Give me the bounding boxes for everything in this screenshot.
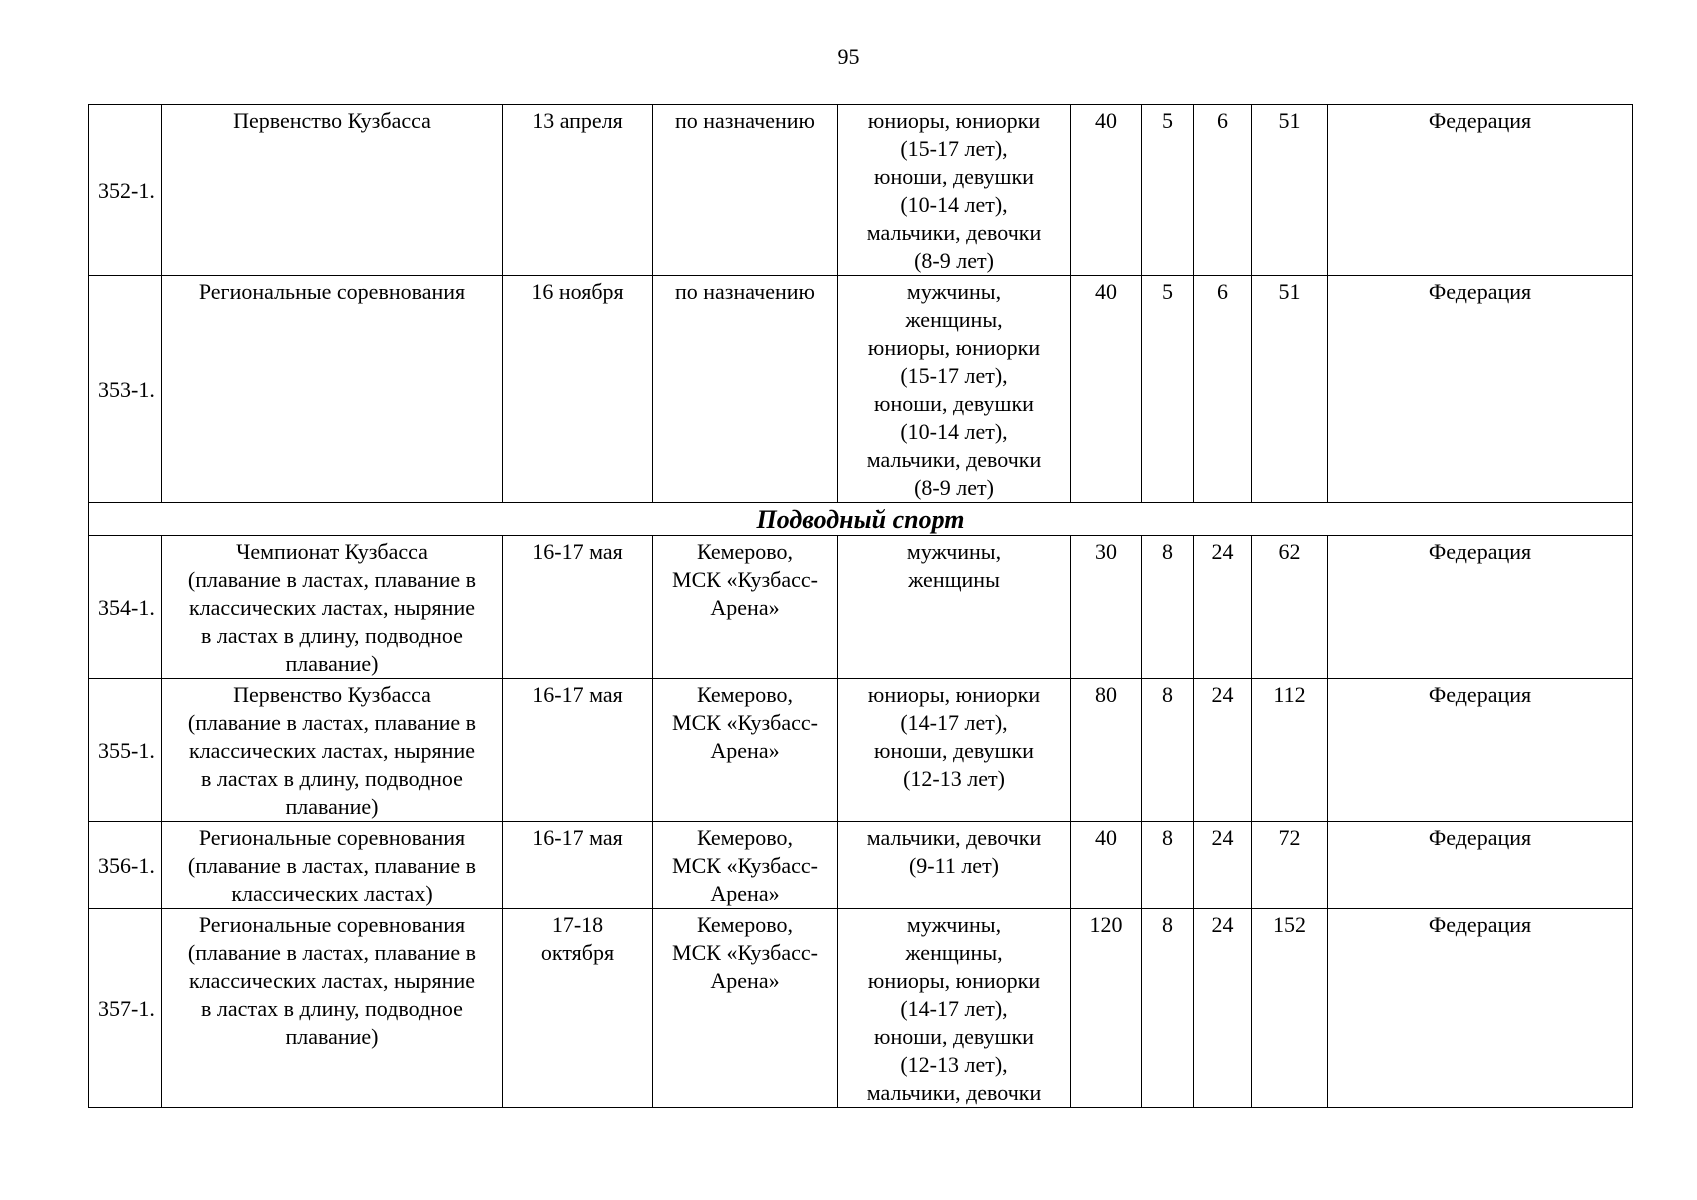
event-place: Кемерово, МСК «Кузбасс- Арена» [653,679,838,822]
section-row [89,503,1633,536]
event-place: по назначению [653,276,838,503]
organizer: Федерация [1328,679,1633,822]
event-name: Региональные соревнования [162,276,503,503]
section-title: Подводный спорт [89,503,1633,536]
count-3: 24 [1194,909,1252,1108]
table-body-before-section [89,105,1633,503]
event-date: 16-17 мая [503,822,653,909]
event-name: Региональные соревнования (плавание в ластах, плавание в классических ластах, ныряние в ластах в длину, подводное плавание) [162,909,503,1108]
count-1: 120 [1071,909,1142,1108]
count-1: 40 [1071,276,1142,503]
count-total: 152 [1252,909,1328,1108]
participants: мужчины, женщины, юниоры, юниорки (14-17 лет), юноши, девушки (12-13 лет), мальчики, девочки [838,909,1071,1108]
table-row [89,276,1633,503]
count-total: 51 [1252,105,1328,276]
section-row-group [89,503,1633,536]
count-3: 24 [1194,536,1252,679]
table-body-after-section [89,536,1633,1108]
event-name: Региональные соревнования (плавание в ластах, плавание в классических ластах) [162,822,503,909]
event-name: Чемпионат Кузбасса (плавание в ластах, плавание в классических ластах, ныряние в ластах в длину, подводное плавание) [162,536,503,679]
row-number: 354-1. [89,536,162,679]
participants: мужчины, женщины, юниоры, юниорки (15-17 лет), юноши, девушки (10-14 лет), мальчики, девочки (8-9 лет) [838,276,1071,503]
row-number: 357-1. [89,909,162,1108]
table-row [89,105,1633,276]
count-2: 8 [1142,679,1194,822]
row-number: 355-1. [89,679,162,822]
event-date: 13 апреля [503,105,653,276]
organizer: Федерация [1328,822,1633,909]
count-total: 112 [1252,679,1328,822]
count-1: 40 [1071,822,1142,909]
count-2: 8 [1142,909,1194,1108]
count-2: 5 [1142,105,1194,276]
event-date: 16-17 мая [503,679,653,822]
count-1: 80 [1071,679,1142,822]
count-3: 24 [1194,679,1252,822]
row-number: 356-1. [89,822,162,909]
table-row [89,536,1633,679]
participants: юниоры, юниорки (15-17 лет), юноши, девушки (10-14 лет), мальчики, девочки (8-9 лет) [838,105,1071,276]
event-place: Кемерово, МСК «Кузбасс- Арена» [653,822,838,909]
count-1: 40 [1071,105,1142,276]
count-3: 6 [1194,276,1252,503]
row-number: 353-1. [89,276,162,503]
count-total: 62 [1252,536,1328,679]
table-row [89,909,1633,1108]
count-total: 72 [1252,822,1328,909]
count-3: 6 [1194,105,1252,276]
participants: мужчины, женщины [838,536,1071,679]
count-2: 5 [1142,276,1194,503]
event-date: 16 ноября [503,276,653,503]
organizer: Федерация [1328,276,1633,503]
organizer: Федерация [1328,105,1633,276]
organizer: Федерация [1328,909,1633,1108]
organizer: Федерация [1328,536,1633,679]
count-total: 51 [1252,276,1328,503]
page-number: 95 [837,44,860,69]
table-row [89,822,1633,909]
event-name: Первенство Кузбасса [162,105,503,276]
event-place: по назначению [653,105,838,276]
count-1: 30 [1071,536,1142,679]
participants: мальчики, девочки (9-11 лет) [838,822,1071,909]
event-date: 16-17 мая [503,536,653,679]
participants: юниоры, юниорки (14-17 лет), юноши, девушки (12-13 лет) [838,679,1071,822]
count-3: 24 [1194,822,1252,909]
table-row [89,679,1633,822]
event-date: 17-18 октября [503,909,653,1108]
event-place: Кемерово, МСК «Кузбасс- Арена» [653,909,838,1108]
event-place: Кемерово, МСК «Кузбасс- Арена» [653,536,838,679]
events-table [88,104,1633,1108]
event-name: Первенство Кузбасса (плавание в ластах, плавание в классических ластах, ныряние в ластах в длину, подводное плавание) [162,679,503,822]
row-number: 352-1. [89,105,162,276]
count-2: 8 [1142,822,1194,909]
count-2: 8 [1142,536,1194,679]
